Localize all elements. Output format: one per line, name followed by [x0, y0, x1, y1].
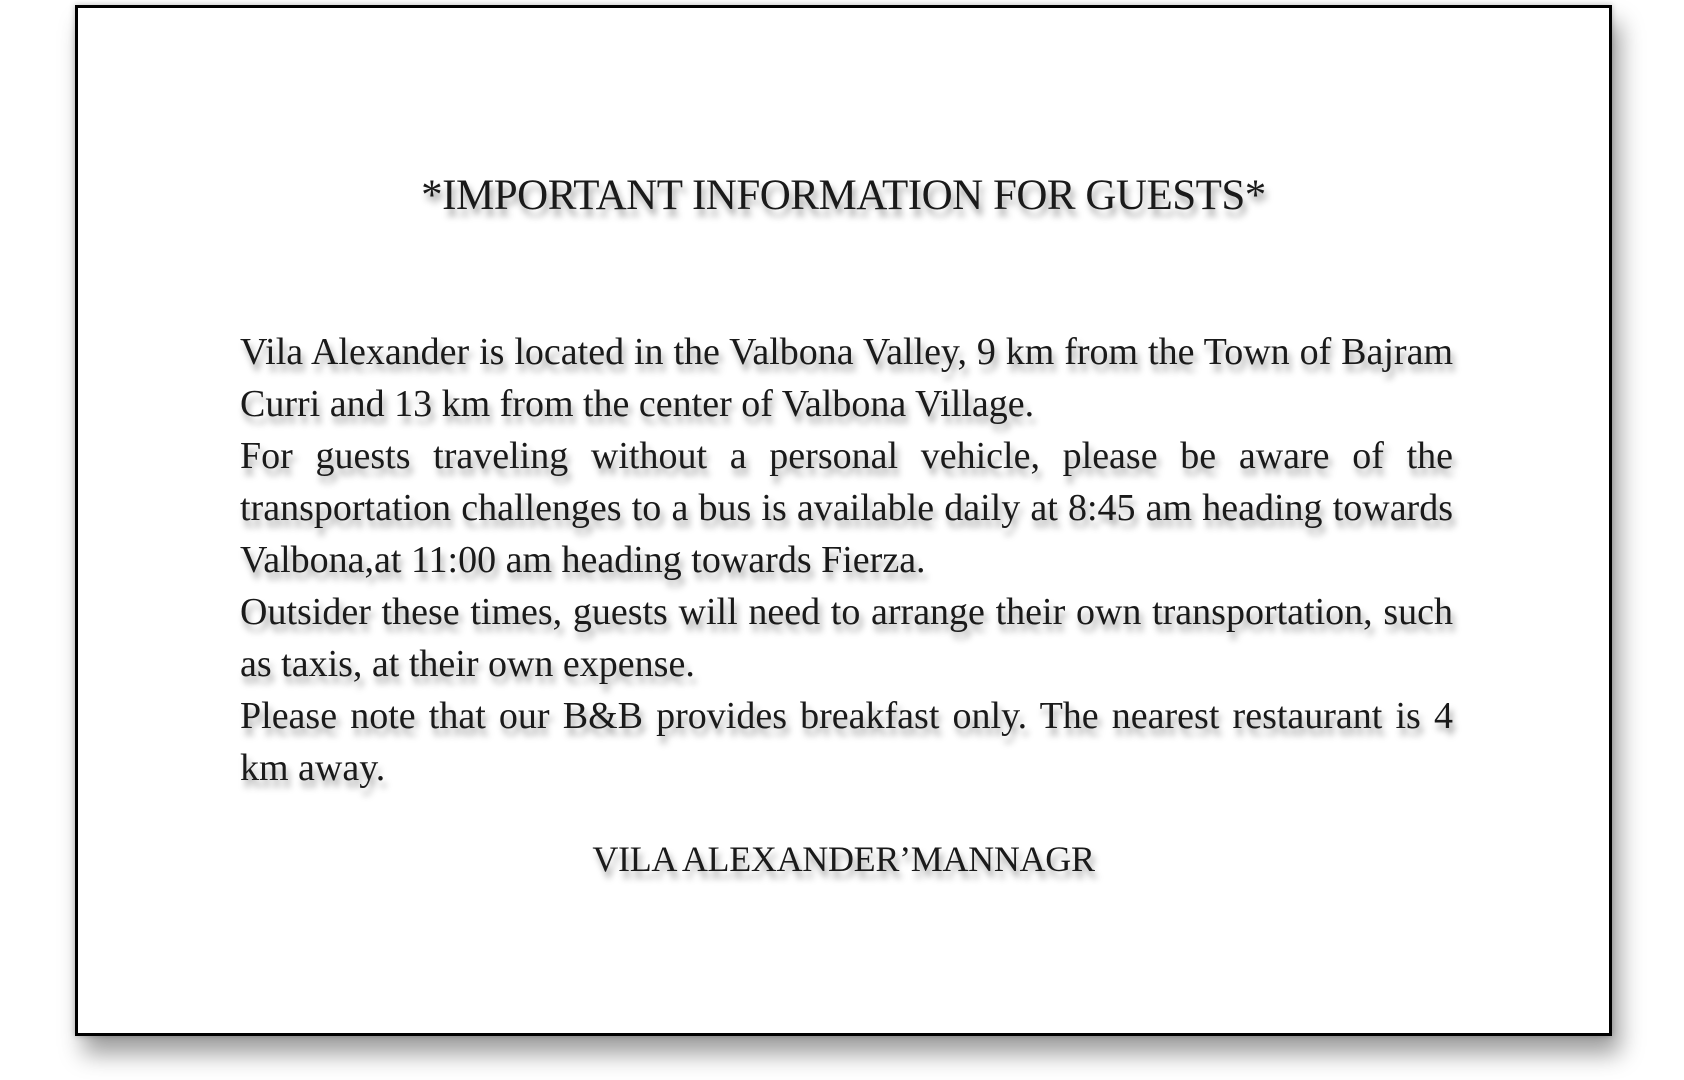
paragraph-outside-times: Outsider these times, guests will need to arrange their own transportation, such as taxis, at their own expense.	[240, 591, 1453, 685]
paragraph-location: Vila Alexander is located in the Valbona Valley, 9 km from the Town of Bajram Curri and 13 km from the center of Valbona Village.	[240, 331, 1453, 425]
notice-title: *IMPORTANT INFORMATION FOR GUESTS*	[421, 172, 1266, 219]
paragraph-transportation: For guests traveling without a personal vehicle, please be aware of the transportation challenges to a bus is available daily at 8:45 am heading towards Valbona,at 11:00 am heading towards Fierza.	[240, 435, 1453, 581]
notice-card	[75, 5, 1612, 1036]
notice-body	[240, 326, 1453, 794]
paragraph-breakfast: Please note that our B&B provides breakfast only. The nearest restaurant is 4 km away.	[240, 695, 1453, 789]
signature: VILA ALEXANDER’MANNAGR	[592, 839, 1095, 879]
